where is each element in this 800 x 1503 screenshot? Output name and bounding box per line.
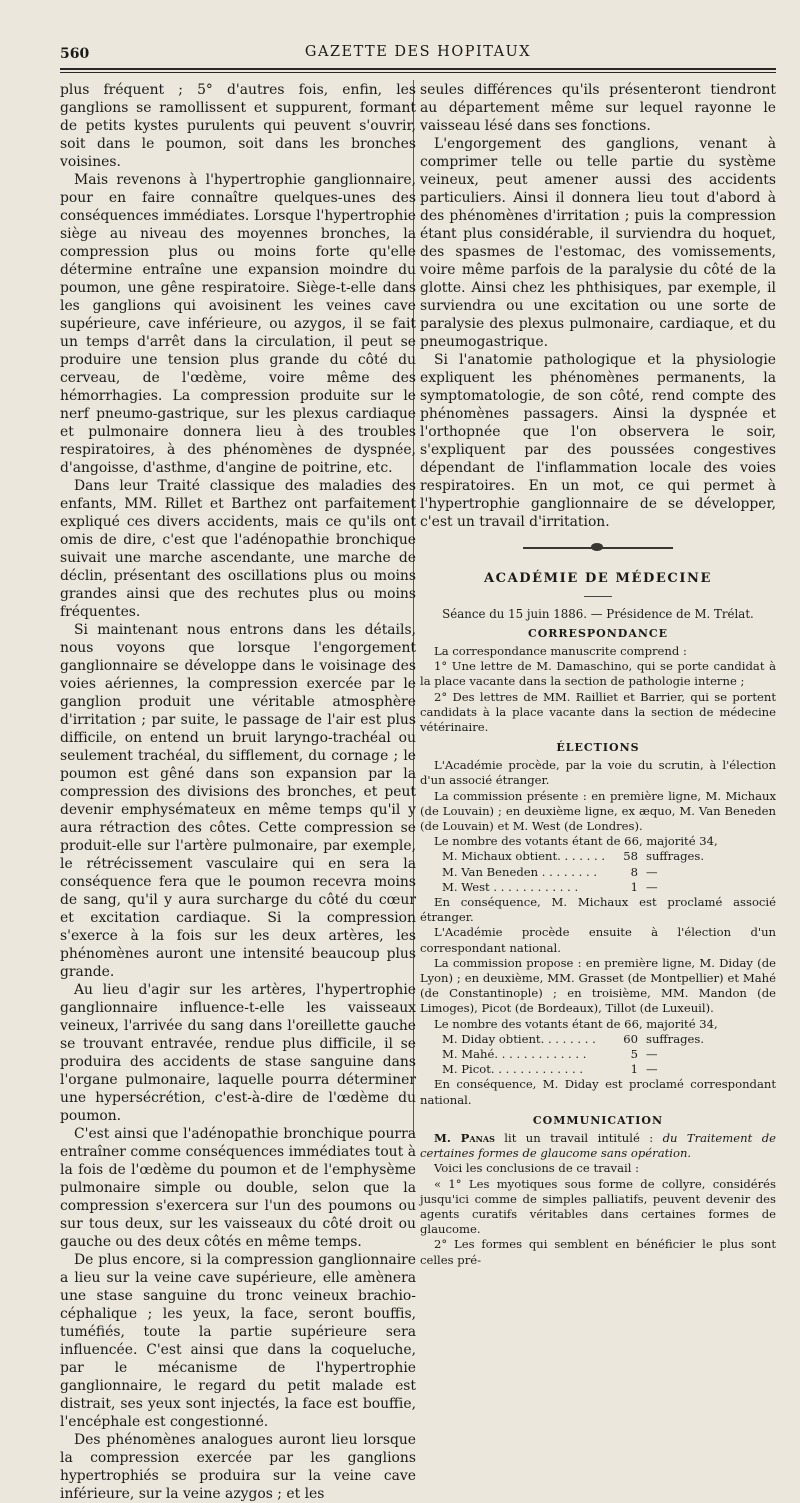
communication-paragraph: Voici les conclusions de ce travail : [434,1161,640,1176]
vote-count: 5 [630,1047,638,1062]
vote-label: — [646,1062,658,1077]
corr-paragraph: La correspondance manuscrite comprend : [434,644,687,658]
correspondance-section [420,627,776,735]
corr-paragraph: 2° Des lettres de MM. Railliet et Barrier, qui se portent candidats à la place vacante dans la section de médecine vétérinaire. [420,689,776,735]
vote-name: M. Mahé. . . . . . . . . . . . . [442,1047,587,1062]
vote-count: 1 [630,1062,638,1077]
vote-label: suffrages. [646,849,705,864]
vote-name: M. Picot. . . . . . . . . . . . . [442,1062,584,1077]
header-rule-thick [60,68,776,70]
elections-paragraph: L'Académie procède ensuite à l'élection d'un correspondant national. [420,925,776,955]
vote-row [420,1062,776,1077]
vote-row [420,1047,776,1062]
left-paragraph-4: Si maintenant nous entrons dans les détails, nous voyons que lorsque l'engorgement ganglionnaire se développe dans le voisinage des voies aériennes, la compression exercée par le ganglion produit une véritable atmosphère d'irritation ; par suite, le passage de l'air est plus difficile, on entend un bruit laryngo-trachéal ou seulement trachéal, du sifflement, du cornage ; le poumon est gêné dans son expansion par la compression des divisions des bronches, et peut devenir emphysémateux en même temps qu'il y aura rétraction des côtes. Cette compression se produit-elle sur l'artère pulmonaire, par exemple, le rétrécissement vasculaire qui en sera la conséquence fera que le poumon recevra moins de sang, qu'il y aura surcharge du côté du cœur et excitation cardiaque. Si la compression s'exerce à la fois sur les deux artères, les phénomènes auront une intensité beaucoup plus grande. [60,622,416,980]
elections-paragraph: Le nombre des votants étant de 66, majorité 34, [434,834,718,849]
vote-name: M. Michaux obtient. . . . . . . [442,849,606,864]
vote-label: — [646,864,658,879]
vote-label: — [646,879,658,894]
left-column [60,81,416,1503]
left-paragraph-7: De plus encore, si la compression ganglionnaire a lieu sur la veine cave supérieure, elle amènera une stase sanguine du tronc veineux brachio-céphalique ; les yeux, la face, seront bouffis, tuméfiés, toute la partie supérieure sera influencée. C'est ainsi que dans la coqueluche, par le mécanisme de l'hypertrophie ganglionnaire, le regard du petit malade est distrait, ses yeux sont injectés, la face est bouffie, l'encéphale est congestionné. [60,1252,416,1430]
vote-name: M. Van Beneden . . . . . . . . [442,864,598,879]
elections-paragraph: La commission présente : en première ligne, M. Michaux (de Louvain) ; en deuxième ligne, ex æquo, M. Van Beneden (de Louvain) et M. West (de Londres). [420,788,776,834]
vote-name: M. Diday obtient. . . . . . . . [442,1031,596,1046]
left-paragraph-3: Dans leur Traité classique des maladies des enfants, MM. Rillet et Barthez ont parfaitement expliqué ces divers accidents, mais ce qu'ils ont omis de dire, c'est que l'adénopathie bronchique suivait une marche ascendante, une marche de déclin, présentant des oscillations plus ou moins grandes ainsi que des rechutes plus ou moins fréquentes. [60,478,416,620]
left-paragraph-6: C'est ainsi que l'adénopathie bronchique pourra entraîner comme conséquences immédiates tout à la fois de l'œdème du poumon et de l'emphysème pulmonaire simple ou double, selon que la compression s'exercera sur l'un des poumons ou sur tous deux, sur les vaisseaux du côté droit ou gauche ou des deux côtés en même temps. [60,1126,416,1250]
vote-label: — [646,1047,658,1062]
corr-paragraph: 1° Une lettre de M. Damaschino, qui se porte candidat à la place vacante dans la section de pathologie interne ; [420,659,776,689]
left-paragraph-5: Au lieu d'agir sur les artères, l'hypertrophie ganglionnaire influence-t-elle les vaisseaux veineux, l'arrivée du sang dans l'oreillette gauche se trouvant entravée, rendue plus difficile, il se produira des accidents de stase sanguine dans l'organe pulmonaire, laquelle pourra déterminer une hypersécrétion, c'est-à-dire de l'œdème du poumon. [60,982,416,1124]
work-title: du Traitement de certaines formes de glaucome sans opération. [420,1130,776,1161]
section-title: ACADÉMIE DE MÉDECINE [483,571,712,586]
communication-heading: COMMUNICATION [532,1113,664,1127]
vote-count: 58 [623,849,638,864]
communication-section [420,1114,776,1268]
vote-name: M. West . . . . . . . . . . . . [442,879,579,894]
communication-paragraph: « 1° Les myotiques sous forme de collyre, considérés jusqu'ici comme de simples palliatifs, peuvent devenir des agents curatifs véritables dans certaines formes de glaucome. [420,1176,776,1237]
right-column [420,81,776,1268]
correspondance-heading: CORRESPONDANCE [527,627,669,640]
elections-paragraph: En conséquence, M. Michaux est proclamé associé étranger. [420,895,776,925]
left-paragraph-1: plus fréquent ; 5° d'autres fois, enfin, les ganglions se ramollissent et suppurent, formant de petits kystes purulents qui peuvent s'ouvrir, soit dans le poumon, soit dans les bronches voisines. [60,82,416,170]
running-title: GAZETTE DES HOPITAUX [304,44,532,60]
page-number: 560 [60,46,90,62]
running-header [60,42,776,64]
seance-line: Séance du 15 juin 1886. — Présidence de M. Trélat. [442,607,754,621]
right-paragraph-3: Si l'anatomie pathologique et la physiologie expliquent les phénomènes permanents, la symptomatologie, de son côté, rend compte des phénomènes passagers. Ainsi la dyspnée et l'orthopnée que l'on observera le soir, s'expliquent par des poussées congestives dépendant de l'inflammation locale des voies respiratoires. En un mot, ce qui permet à l'hypertrophie ganglionnaire de se développer, c'est un travail d'irritation. [420,352,776,530]
left-paragraph-2: Mais revenons à l'hypertrophie ganglionnaire, pour en faire connaître quelques-unes des conséquences immédiates. Lorsque l'hypertrophie siège au niveau des moyennes bronches, la compression plus ou moins forte qu'elle détermine entraîne une expansion moindre du poumon, une gêne respiratoire. Siège-t-elle dans les ganglions qui avoisinent les veines cave supérieure, cave inférieure, ou azygos, il se fait un temps d'arrêt dans la circulation, il peut se produire une tension plus grande du côté du cerveau, de l'œdème, voire même des hémorrhagies. La compression produite sur le nerf pneumo-gastrique, sur les plexus cardiaque et pulmonaire donnera lieu à des troubles respiratoires, à des phénomènes de dyspnée, d'angoisse, d'asthme, d'angine de poitrine, etc. [60,172,416,476]
elections-conclusion: En conséquence, M. Diday est proclamé correspondant national. [420,1077,776,1107]
vote-label: suffrages. [646,1031,705,1046]
header-rule-thin [60,72,776,73]
vote-count: 60 [623,1031,638,1046]
communication-text: lit un travail intitulé : [494,1130,663,1145]
elections-paragraph: L'Académie procède, par la voie du scrutin, à l'élection d'un associé étranger. [420,758,776,788]
vote-count: 8 [630,864,638,879]
left-paragraph-8: Des phénomènes analogues auront lieu lorsque la compression exercée par les ganglions hypertrophiés se produira sur la veine cave inférieure, sur la veine azygos ; et les [60,1432,416,1502]
speaker-name: M. Panas [434,1130,495,1145]
article-continuation [420,81,776,531]
section-ornament [523,543,673,553]
elections-section [420,741,776,1108]
right-paragraph-2: L'engorgement des ganglions, venant à comprimer telle ou telle partie du système veineux, peut amener aussi des accidents particuliers. Ainsi il donnera lieu tout d'abord à des phénomènes d'irritation ; puis la compression étant plus considérable, il surviendra du hoquet, des spasmes de l'estomac, des vomissements, voire même parfois de la paralysie du côté de la glotte. Ainsi chez les phthisiques, par exemple, il surviendra ou une excitation ou une sorte de paralysie des plexus pulmonaire, cardiaque, et du pneumogastrique. [420,136,776,350]
vote-count: 1 [630,879,638,894]
vote-row [420,865,776,880]
elections-paragraph: La commission propose : en première ligne, M. Diday (de Lyon) ; en deuxième, MM. Grasset (de Montpellier) et Mahé (de Constantinople) ; en troisième, MM. Mandon (de Limoges), Picot (de Bordeaux), Tillot (de Luxeuil). [420,955,776,1016]
communication-paragraph: 2° Les formes qui semblent en bénéficier le plus sont celles pré- [420,1237,776,1267]
title-rule [584,596,612,597]
vote-row [420,1032,776,1047]
communication-intro [420,1131,776,1161]
right-paragraph-1: seules différences qu'ils présenteront tiendront au département même sur lequel rayonne le vaisseau lésé dans ses fonctions. [420,82,776,134]
vote-row [420,849,776,864]
elections-heading: ÉLECTIONS [556,741,640,755]
vote-row [420,880,776,895]
elections-paragraph: Le nombre des votants étant de 66, majorité 34, [434,1016,718,1031]
